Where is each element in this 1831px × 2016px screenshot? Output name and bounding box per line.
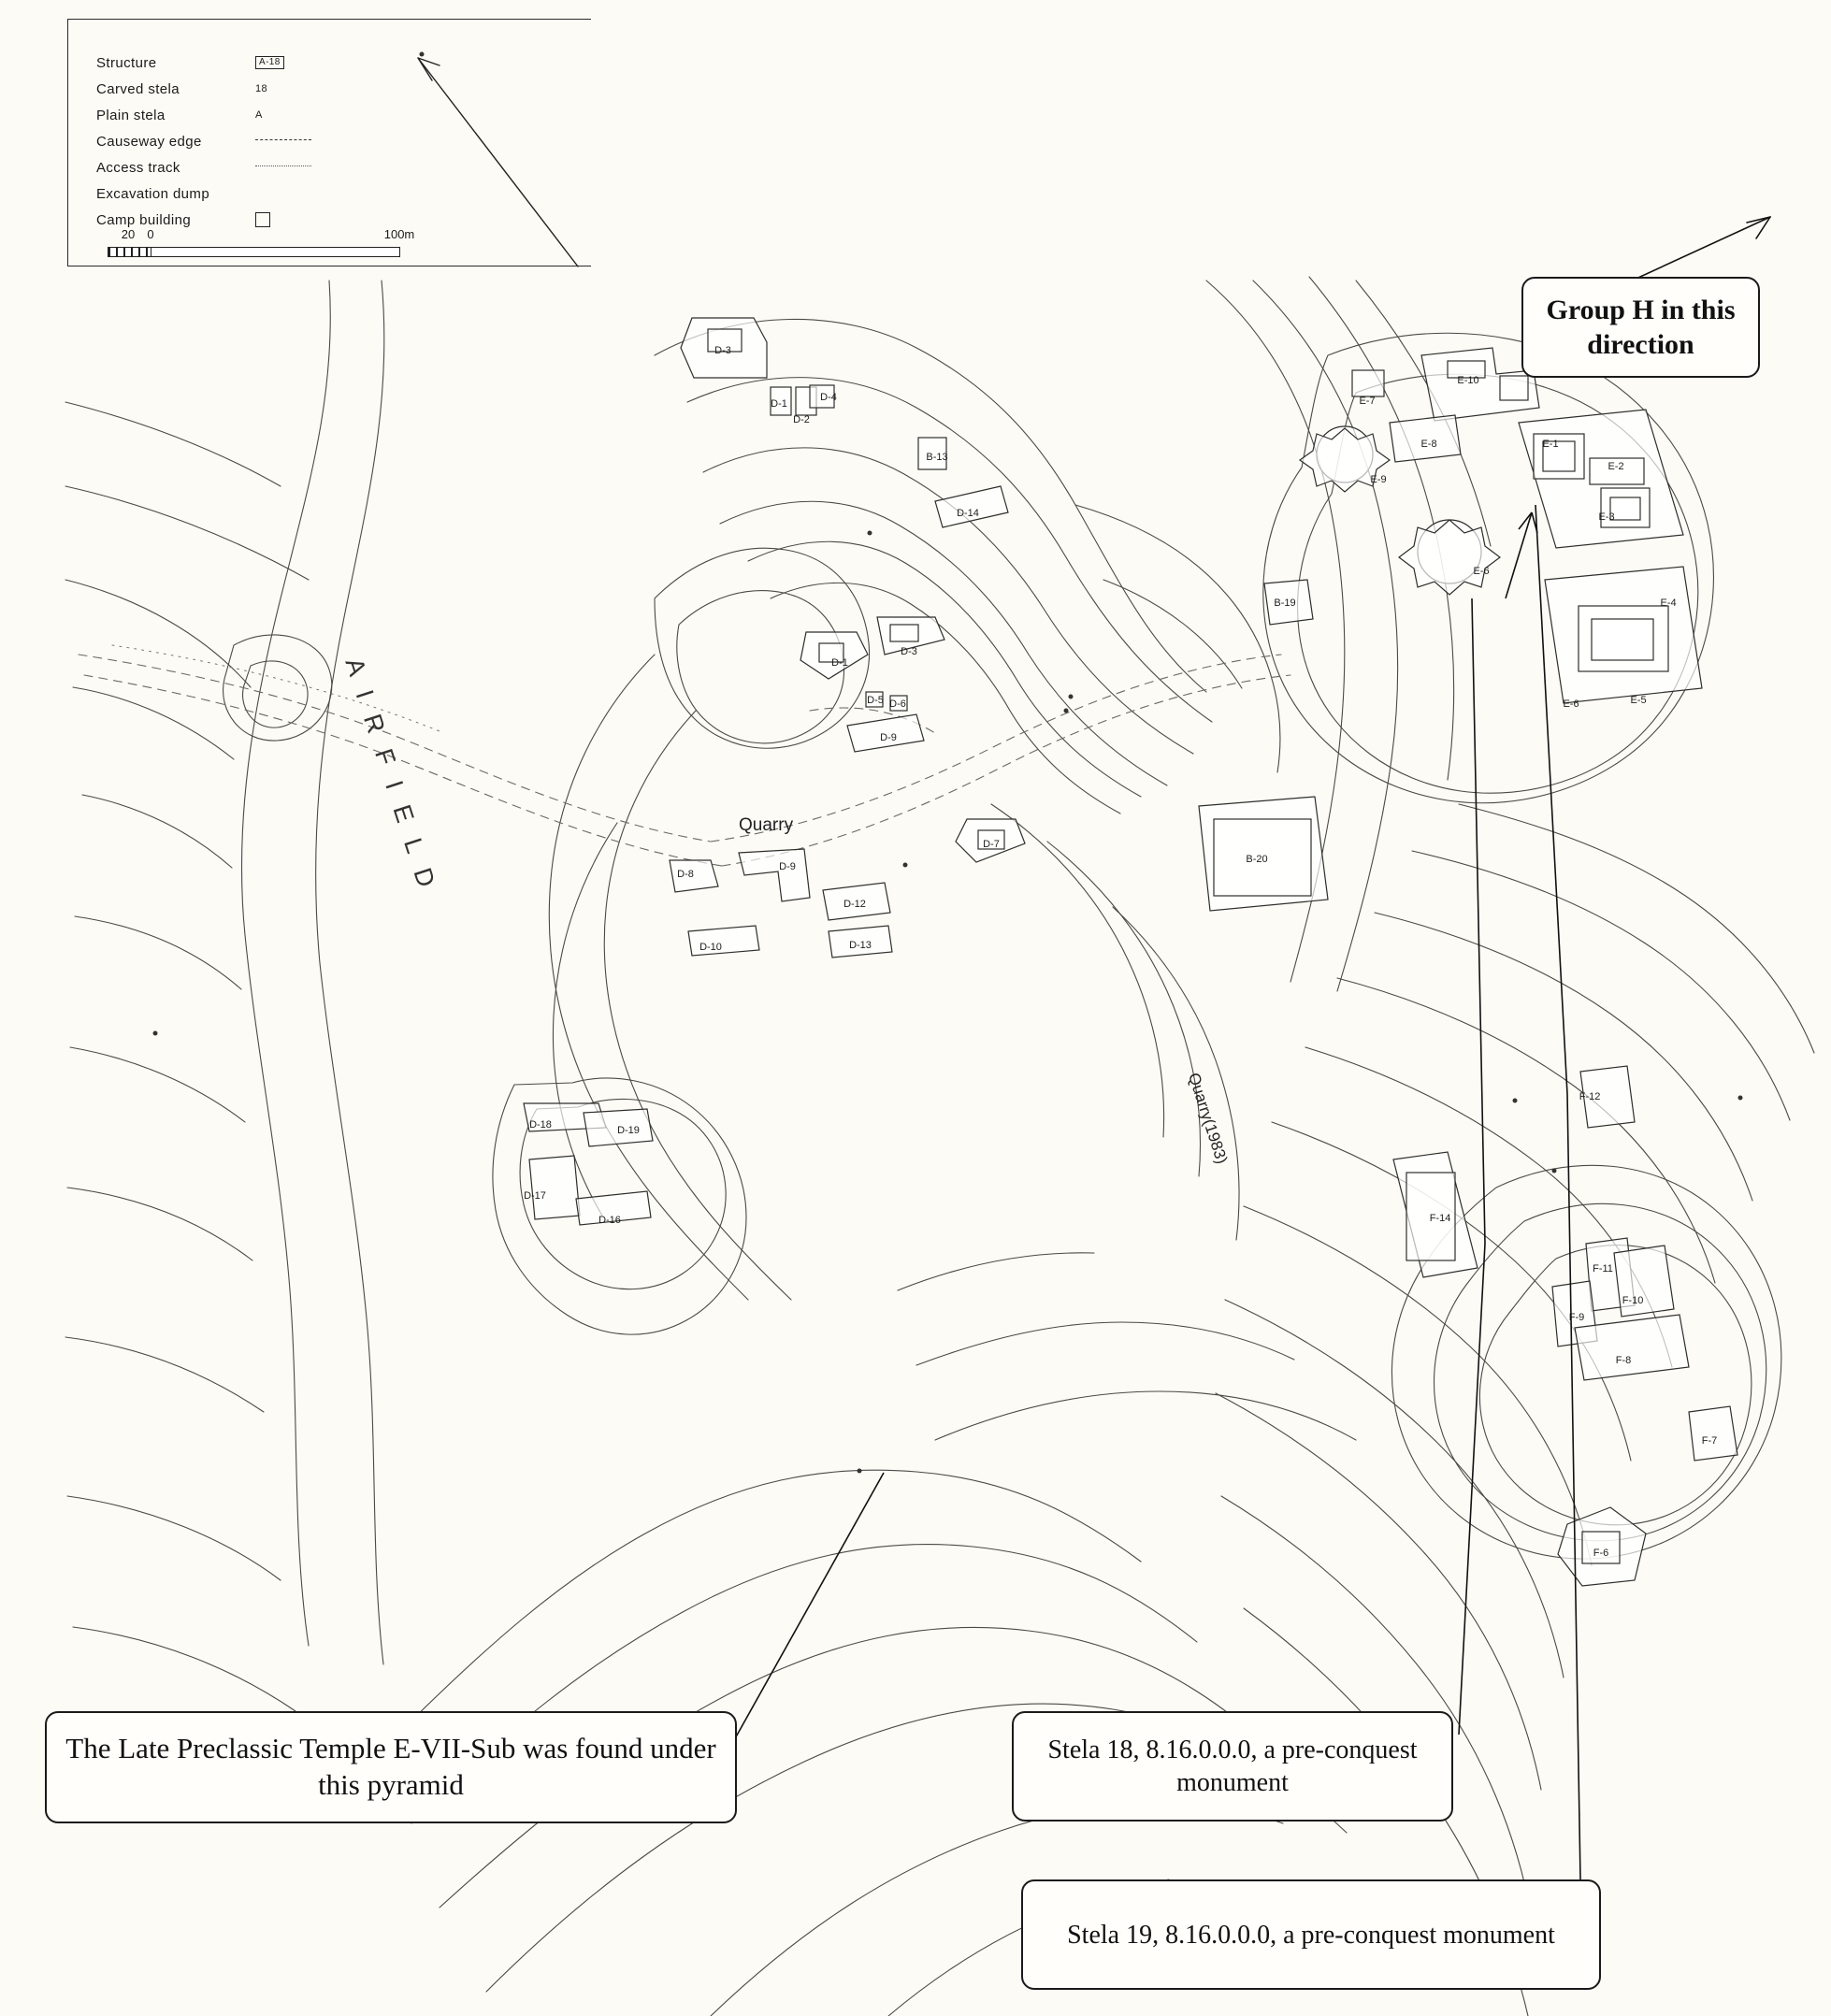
svg-text:D-13: D-13 <box>849 940 872 951</box>
svg-text:E-4: E-4 <box>1660 598 1677 609</box>
legend-item-access-track <box>96 154 470 180</box>
svg-text:E-6: E-6 <box>1473 566 1490 577</box>
svg-text:F-7: F-7 <box>1701 1435 1718 1447</box>
svg-text:D-2: D-2 <box>793 414 810 425</box>
callout-group-h[interactable]: Group H in this direction <box>1521 277 1760 378</box>
scale-label-zero: 0 <box>147 227 154 241</box>
svg-text:B-13: B-13 <box>926 452 948 463</box>
scale-label-right: 100m <box>383 227 415 241</box>
legend-label-carved-stela: Carved stela <box>96 80 180 97</box>
svg-text:B-19: B-19 <box>1274 598 1296 609</box>
callout-temple-e-vii-sub[interactable]: The Late Preclassic Temple E-VII-Sub was found under this pyramid <box>45 1711 737 1823</box>
structure-symbol-text: A-18 <box>255 56 284 69</box>
svg-text:E-10: E-10 <box>1457 375 1479 386</box>
svg-text:D-18: D-18 <box>529 1119 552 1130</box>
svg-text:D-16: D-16 <box>598 1215 621 1226</box>
svg-text:E-9: E-9 <box>1370 474 1387 485</box>
svg-text:D-3: D-3 <box>901 646 917 657</box>
legend-item-plain-stela <box>96 102 470 128</box>
airfield-label: A I R F I E L D <box>339 655 442 897</box>
legend-item-carved-stela <box>96 76 470 102</box>
structure-box-icon <box>255 53 321 72</box>
svg-text:D-6: D-6 <box>889 698 906 710</box>
legend-label-access-track: Access track <box>96 159 180 176</box>
legend-rows <box>96 50 470 233</box>
plain-stela-symbol-text: A <box>255 109 263 121</box>
svg-text:D-19: D-19 <box>617 1125 640 1136</box>
carved-stela-symbol-text: 18 <box>255 83 268 94</box>
svg-text:E-8: E-8 <box>1420 439 1437 450</box>
carved-stela-icon <box>255 79 321 98</box>
scale-label-left: 20 <box>121 227 136 241</box>
svg-text:D-4: D-4 <box>820 392 837 403</box>
scale-bar-main <box>151 247 400 257</box>
legend-item-structure <box>96 50 470 76</box>
quarry-label: Quarry <box>739 815 794 835</box>
svg-text:D-10: D-10 <box>699 942 722 953</box>
svg-text:E-6: E-6 <box>1563 698 1579 710</box>
scale-bar-subdivisions <box>108 247 152 257</box>
plain-stela-icon <box>255 106 321 124</box>
callout-stela-19[interactable]: Stela 19, 8.16.0.0.0, a pre-conquest monument <box>1021 1879 1601 1990</box>
svg-text:D-14: D-14 <box>957 508 979 519</box>
svg-text:E-1: E-1 <box>1542 439 1559 450</box>
callout-stela-18[interactable]: Stela 18, 8.16.0.0.0, a pre-conquest monument <box>1012 1711 1453 1822</box>
camp-building-icon <box>255 210 321 229</box>
legend-label-structure: Structure <box>96 54 157 71</box>
quarry-1983-label: Quarry(1983) <box>1184 1071 1232 1167</box>
svg-text:E-5: E-5 <box>1630 695 1647 706</box>
svg-text:D-3: D-3 <box>714 345 731 356</box>
svg-text:F-9: F-9 <box>1568 1312 1585 1323</box>
svg-text:D-12: D-12 <box>843 899 866 910</box>
legend-label-camp-building: Camp building <box>96 211 192 228</box>
svg-text:E-3: E-3 <box>1598 511 1615 523</box>
svg-text:D-5: D-5 <box>867 695 884 706</box>
legend-label-excavation-dump: Excavation dump <box>96 185 210 202</box>
excavation-dump-icon <box>255 184 321 203</box>
svg-text:F-8: F-8 <box>1615 1355 1632 1366</box>
svg-text:F-12: F-12 <box>1579 1091 1601 1102</box>
svg-text:D-8: D-8 <box>677 869 694 880</box>
map-legend <box>67 19 591 266</box>
svg-text:F-14: F-14 <box>1429 1213 1451 1224</box>
svg-text:D-17: D-17 <box>524 1190 546 1202</box>
legend-label-plain-stela: Plain stela <box>96 107 166 123</box>
svg-text:F-6: F-6 <box>1593 1548 1609 1559</box>
svg-text:E-7: E-7 <box>1359 396 1376 407</box>
svg-text:E-2: E-2 <box>1608 461 1624 472</box>
svg-text:D-7: D-7 <box>983 839 1000 850</box>
dashed-line-icon <box>255 132 321 151</box>
legend-item-excavation-dump <box>96 180 470 207</box>
svg-text:B-20: B-20 <box>1246 854 1268 865</box>
dotted-line-icon <box>255 158 321 177</box>
svg-text:F-11: F-11 <box>1593 1263 1613 1274</box>
svg-text:D-9: D-9 <box>880 732 897 743</box>
legend-label-causeway-edge: Causeway edge <box>96 133 202 150</box>
svg-text:D-9: D-9 <box>779 861 796 872</box>
svg-text:F-10: F-10 <box>1622 1295 1644 1306</box>
svg-text:D-1: D-1 <box>771 398 787 410</box>
legend-item-causeway-edge <box>96 128 470 154</box>
scale-bar <box>96 227 419 257</box>
svg-text:D-1: D-1 <box>831 657 848 669</box>
